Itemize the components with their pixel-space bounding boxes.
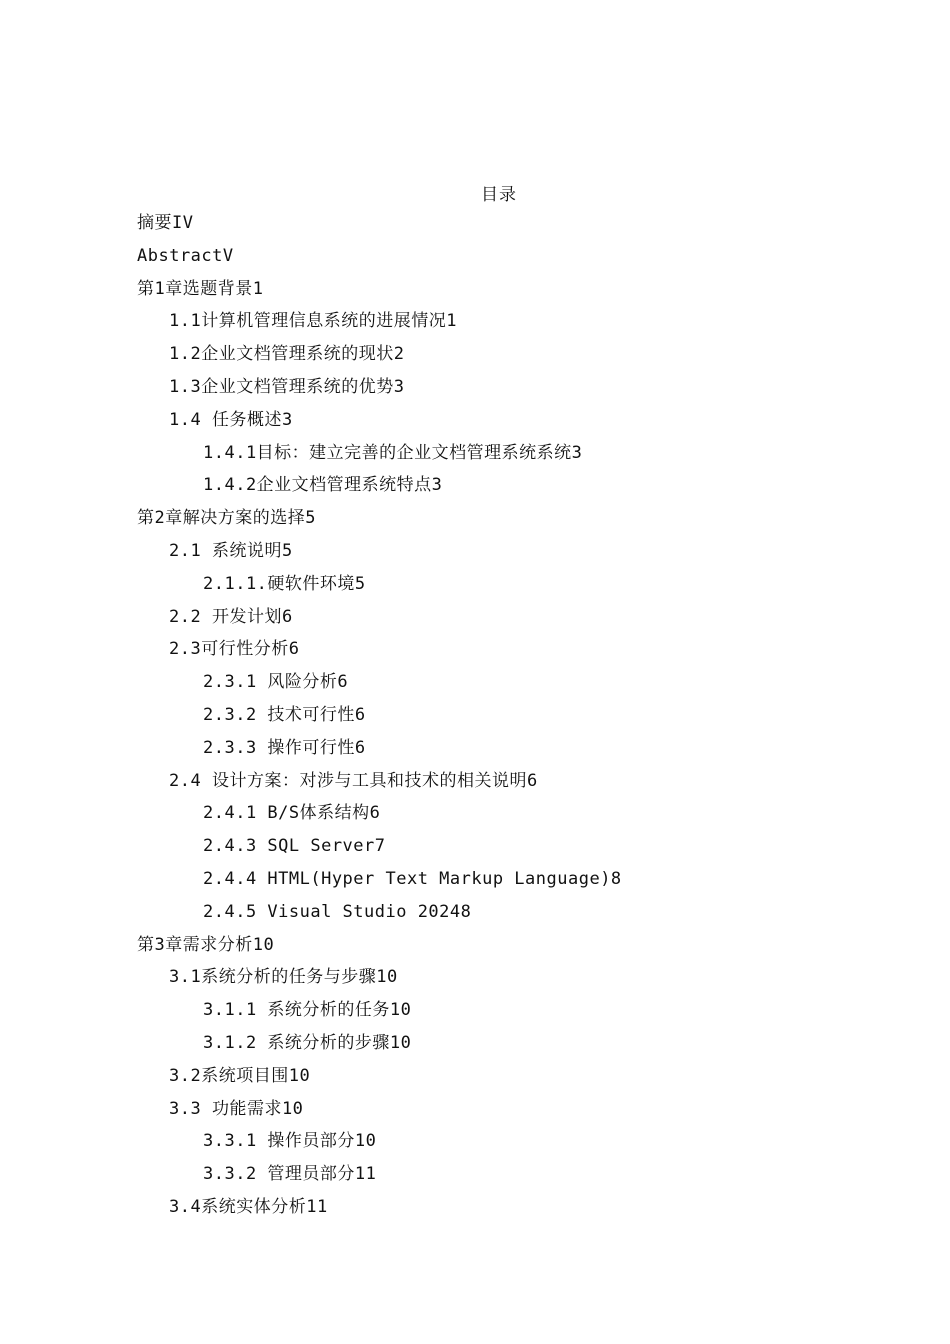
toc-entry-level-3[interactable]: 2.4.1 B/S体系结构6 xyxy=(203,803,381,824)
toc-entry-level-2[interactable]: 2.3可行性分析6 xyxy=(169,639,300,660)
toc-list xyxy=(0,207,950,1224)
toc-entry-level-3[interactable]: 2.4.5 Visual Studio 20248 xyxy=(203,901,472,922)
toc-entry-level-3[interactable]: 2.1.1.硬软件环境5 xyxy=(203,573,366,594)
toc-entry-level-2[interactable]: 3.3 功能需求10 xyxy=(169,1098,304,1119)
toc-entry-level-2[interactable]: 1.3企业文档管理系统的优势3 xyxy=(169,376,405,397)
toc-entry-level-2[interactable]: 3.1系统分析的任务与步骤10 xyxy=(169,967,398,988)
toc-entry-level-3[interactable]: 2.3.3 操作可行性6 xyxy=(203,737,366,758)
toc-entry-level-1[interactable]: 第3章需求分析10 xyxy=(137,934,275,955)
toc-entry-level-3[interactable]: 1.4.2企业文档管理系统特点3 xyxy=(203,475,443,496)
toc-entry-level-3[interactable]: 3.3.1 操作员部分10 xyxy=(203,1131,377,1152)
toc-entry-level-1[interactable]: 第1章选题背景1 xyxy=(137,278,264,299)
toc-entry-level-3[interactable]: 2.4.4 HTML(Hyper Text Markup Language)8 xyxy=(203,868,622,889)
toc-entry-level-2[interactable]: 2.4 设计方案：对涉与工具和技术的相关说明6 xyxy=(169,770,538,791)
toc-entry-level-3[interactable]: 2.4.3 SQL Server7 xyxy=(203,836,386,857)
toc-entry-level-2[interactable]: 1.1计算机管理信息系统的进展情况1 xyxy=(169,311,457,332)
toc-entry-level-2[interactable]: 2.1 系统说明5 xyxy=(169,540,293,561)
toc-entry-level-2[interactable]: 3.2系统项目围10 xyxy=(169,1065,311,1086)
toc-entry-level-3[interactable]: 3.1.1 系统分析的任务10 xyxy=(203,1000,412,1021)
toc-entry-level-2[interactable]: 2.2 开发计划6 xyxy=(169,606,293,627)
toc-entry-level-3[interactable]: 2.3.1 风险分析6 xyxy=(203,672,349,693)
toc-entry-level-1[interactable]: 摘要IV xyxy=(137,213,194,233)
toc-entry-level-2[interactable]: 1.2企业文档管理系统的现状2 xyxy=(169,344,405,365)
toc-entry-level-3[interactable]: 3.1.2 系统分析的步骤10 xyxy=(203,1032,412,1053)
toc-title: 目录 xyxy=(481,185,517,205)
toc-entry-level-1[interactable]: 第2章解决方案的选择5 xyxy=(137,508,316,529)
toc-entry-level-2[interactable]: 1.4 任务概述3 xyxy=(169,409,293,430)
toc-entry-level-3[interactable]: 2.3.2 技术可行性6 xyxy=(203,704,366,725)
toc-entry-level-3[interactable]: 3.3.2 管理员部分11 xyxy=(203,1164,377,1185)
toc-entry-level-1[interactable]: AbstractV xyxy=(137,245,234,266)
toc-entry-level-3[interactable]: 1.4.1目标：建立完善的企业文档管理系统系统3 xyxy=(203,442,583,463)
toc-entry-level-2[interactable]: 3.4系统实体分析11 xyxy=(169,1196,328,1217)
